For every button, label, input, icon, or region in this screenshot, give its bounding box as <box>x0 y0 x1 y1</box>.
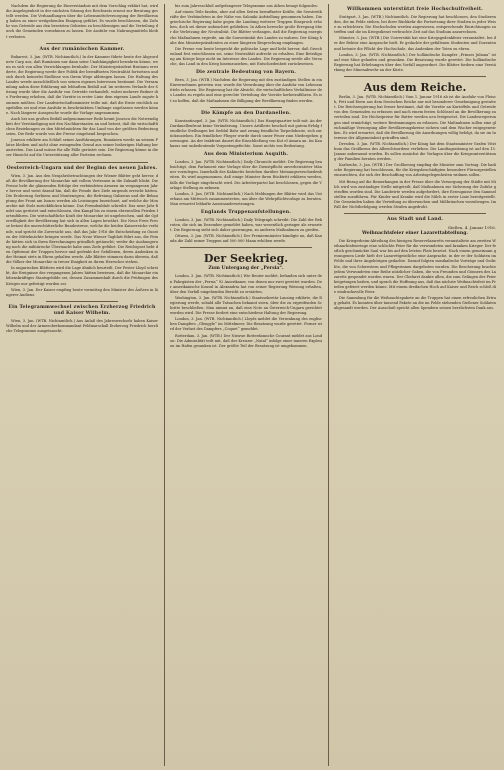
article-paragraph: In ungarischen Blättern wird die Lage ähnlich beurteilt. Der Pester Lloyd schreibt, die Ereignisse des vergangenen Jahres hätten bewiesen, daß die Monarchie ein lebenskräftiges Staatsgebilde sei, dessen Zusammenhalt durch die Prüfungen des Krieges nur gefestigt worden sei. <box>6 266 158 286</box>
headline: Aus Stadt und Land. <box>386 217 444 223</box>
article-paragraph: London, 3. Jan. (WTB. Nichtamtlich.) Wie Reuter meldet, befanden sich unter den Fahrgästen der „Persia“ 92 Amerikaner, von denen nur zwei gerettet wurden. Der amerikanische Konsul in Alexandria hat von seiner Regierung Weisung erhalten, über den Vorfall eingehenden Bericht zu erstatten. <box>170 274 322 294</box>
headline: Englands Truppenaufstellungen. <box>200 210 292 215</box>
article-paragraph: Bukarest, 3. Jan. (WTB. Nichtamtlich.) In der Kammer führte heute der Abgeordnete Carp aus, daß Rumänien nur dann seine Unabhängigkeit bewahren könne, wenn es sich von allen Verwicklungen fernhalte. Der Ministerpräsident Bratianu erwiderte, die Regierung werde ihre Politik der bewaffneten Neutralität fortsetzen und sich durch keinerlei Einflüsse von ihrem Wege abbringen lassen. Die Haltung des Landes werde ausschließlich von seinen eigenen Interessen bestimmt. Die Versammlung nahm diese Erklärung mit lebhaftem Beifall auf. Im weiteren Verlaufe der Sitzung wurde über die Ausfuhr von Getreide verhandelt, wobei mehrere Redner die Forderung erhoben, daß die Vorräte in erster Linie dem eigenen Lande zugute kommen müßten. Der Landwirtschaftsminister teilte mit, daß die Ernte reichlich ausgefallen sei und eine Ausfuhr in beschränktem Umfange zugelassen werden könne. Nach längerer Aussprache wurde die Vorlage angenommen. <box>6 54 158 115</box>
article-paragraph: Wien, 3. Jan. Der Kaiser empfing heute vormittag den Minister des Äußern in längerer Audienz. <box>6 287 158 297</box>
subheadline: Weihnachtsfeier einer Lazarettabteilung. <box>361 231 469 237</box>
article-paragraph: Auch bei uns großen Beifall aufgenommener Rede kennt Jonescu die Notwendigkeit der Verständigung mit den Nachbarstaaten an und betont, daß die wirtschaftlichen Beziehungen zu den Mittelmächten für das Land von der größten Bedeutung seien. Die Rede wurde von der Presse eingehend besprochen. <box>6 116 158 137</box>
article-paragraph: Wien, 3. Jan. Aus den Neujahrsbetrachtungen der Wiener Blätter geht hervor, daß die Bevölkerung der Monarchie mit vollem Vertrauen in die Zukunft blickt. Die Presse hebt die glänzenden Erfolge der verbündeten Armeen im vergangenen Jahre hervor und weist darauf hin, daß die Feinde ihre Ziele nirgends erreicht hätten. Die Eroberung Serbiens und Montenegros, die Befreiung Galiziens und die Behauptung der Front am Isonzo werden als Leistungen bezeichnet, auf welche die Monarchie mit Stolz zurückblicken könne. Das Fremdenblatt schreibt: Das neue Jahr findet uns gerüstet und entschlossen, den Kampf bis zu einem ehrenvollen Frieden fortzuführen. Die wirtschaftliche Kraft der Monarchie ist ungebrochen, und die Opferwilligkeit der Bevölkerung hat sich in allen Lagen bewährt. Die Neue Freie Presse betont die unerschütterliche Bundestreue, welche die beiden Kaiserreiche verbinde, und spricht die Zuversicht aus, daß das Jahr 1916 die Entscheidung zu Gunsten der Mittelmächte bringen werde. Das Neue Wiener Tagblatt führt aus, die Feinde hätten sich in ihren Berechnungen gründlich getäuscht; weder die Aushungerung noch die militärische Übermacht habe zum Ziele geführt. Die Reichspost hebt den Opfermut der Truppen hervor und gedenkt der Gefallenen, deren Andenken in der Heimat stets in Ehren gehalten werde. Alle Blätter stimmen darin überein, daß die Völker der Monarchie in treuer Einigkeit zu ihrem Herrscher stehen. <box>6 173 158 265</box>
article-paragraph: Jonescu erklärte am Schluß seiner Ausführungen, Rumänien werde an seinem Platze bleiben und nicht ohne zwingenden Grund aus seiner bisherigen Haltung heraustreten. Das Land müsse für alle Fälle gerüstet sein. Die Regierung könne in dieser Hinsicht auf die Unterstützung aller Parteien rechnen. <box>6 138 158 158</box>
headline: Willkommen unterstützt freie Hochschulfreiheit. <box>347 7 483 12</box>
article-paragraph: bis zum Jahresschluß aufgefangener Telegramme aus Athen besagt folgendes: <box>175 4 318 8</box>
article-paragraph: London, 3. Jan. (WTB. Nichtamtlich.) Daily Chronicle meldet: Die Regierung beabsichtigt, dem Parlament eine Vorlage über die Dienstpflicht unverheirateter Männer vorzulegen. Innerhalb des Kabinetts bestehen darüber Meinungsverschiedenheiten. Es wird angenommen, daß einige Minister ihren Rücktritt erklären werden, falls die Vorlage eingebracht wird. Die Arbeiterpartei hat beschlossen, gegen die Vorlage Stellung zu nehmen. <box>170 160 322 190</box>
article-paragraph: Washington, 3. Jan. (WTB. Nichtamtlich.) Staatssekretär Lansing erklärte, die Regierung werde, sobald alle Tatsachen bekannt seien, über die zu ergreifenden Schritte beschließen. Man nimmt an, daß eine Note an Österreich-Ungarn gerichtet werden wird. Die Presse fordert eine entschiedene Haltung der Regierung. <box>170 295 322 316</box>
separator <box>46 301 118 302</box>
separator <box>180 247 312 248</box>
separator <box>16 162 148 163</box>
dateline: Gießen, 4. Januar 1916. <box>447 225 496 231</box>
separator <box>210 107 282 108</box>
article-paragraph: Berlin, 3. Jan. (WTB. Nichtamtlich.) Vom 1. Januar 1916 ab ist die Ausfuhr von Fleisch, Fett und Eiern aus dem Deutschen Reiche nur mit besonderer Genehmigung gestattet. Die Reichsregierung hat ferner bestimmt, daß die Vorräte an Kartoffeln und Getreide von den Gemeinden zu erfassen und nach einem festen Schlüssel an die Bevölkerung zu verteilen sind. Die Höchstpreise für Butter werden neu festgesetzt. Die Landesregierungen sind ermächtigt, weitere Bestimmungen zu erlassen. Die Maßnahmen sollen eine gleichmäßige Versorgung aller Bevölkerungskreise sichern und dem Wucher entgegenwirken. Es wird erwartet, daß die Bevölkerung die Anordnungen willig befolgt, da sie im Interesse der Allgemeinheit getroffen sind. <box>334 95 496 140</box>
article-paragraph: Ottawa, 3. Jan. (WTB. Nichtamtlich.) Der Premierminister kündigte an, daß Kanada die Zahl seiner Truppen auf 500 000 Mann erhöhen werde. <box>170 234 322 244</box>
article-paragraph: Karlsruhe, 3. Jan. (WTB.) Der Großherzog empfing die Minister zum Vortrag. Die badische Regierung hat beschlossen, für die Kriegsbeschädigten besondere Fürsorgestellen einzurichten, die sich der Beschaffung von Arbeitsgelegenheiten widmen sollen. <box>334 163 496 178</box>
headline: Aus dem Ministerium Asquith. <box>203 152 289 158</box>
section-title: Aus dem Reiche. <box>363 81 467 95</box>
article-paragraph: Die Sammlung für die Weihnachtspakete an die Truppen hat einen erfreulichen Ertrag gehabt. Es konnten über tausend Pakete an die im Felde stehenden Gießener Soldaten abgesandt werden. Der Ausschuß spricht allen Spendern seinen herzlichsten Dank aus. <box>334 296 496 311</box>
article-paragraph: Auf einem Teile fanden, aber auf allen Seiten bewaffneter Kräfte, die Seestreitkräfte der Verbündeten in der Nähe von Saloniki Aufstellung genommen haben. Die griechische Regierung habe gegen die Landung weiterer Truppen Einspruch erhoben, doch sei dieser unbeachtet geblieben. In Athen herrsche große Erregung über die Verletzung der Neutralität. Die Blätter verlangen, daß die Regierung energische Maßnahmen ergreife, um die Souveränität des Landes zu wahren. Der König habe den Ministerpräsidenten zu einer längeren Besprechung empfangen. <box>170 10 322 45</box>
article-paragraph: Rotterdam, 3. Jan. (WTB.) Der Nieuwe Rotterdamsche Courant meldet aus London: Die Admiralität teilt mit, daß der Kreuzer „Natal“ infolge einer inneren Explosion im Hafen gesunken ist. Der größte Teil der Besatzung ist umgekommen. <box>170 333 322 348</box>
article-paragraph: Konstantinopel, 3. Jan. (WTB. Nichtamtlich.) Das Hauptquartier teilt mit: An der Dardanellenfront keine Veränderung. Unsere Artillerie beschoß mit gutem Erfolg feindliche Stellungen bei Seddul Bahr und zwang feindliche Torpedoboote, sich zurückzuziehen. Ein feindlicher Flieger wurde durch unser Feuer zum Niedergehen gezwungen. An der Irakfront dauert die Einschließung von Kut el Amara an. Im Kaukasus nur unbedeutende Vorpostengefechte. Sonst nichts von Bedeutung. <box>170 118 322 149</box>
column-middle <box>170 4 322 766</box>
article-paragraph: Dresden, 3. Jan. (WTB. Nichtamtlich.) Der König hat dem Staatsminister Grafen Vitzthum das Großkreuz des Albrechtsordens verliehen. Die Landtagssitzung ist auf den 15. Januar anberaumt worden. Es sollen zunächst die Vorlagen über die Kriegsunterstützung der Familien beraten werden. <box>334 141 496 162</box>
article-paragraph: Münster, 3. Jan. (WTB.) Die Universität hat eine Kriegsgedenkfeier veranstaltet, bei der der Rektor eine Ansprache hielt. Er gedachte der gefallenen Studenten und Dozenten und betonte die Pflicht der Hochschule, das Andenken der Toten zu ehren. <box>334 36 496 51</box>
column-right <box>334 4 496 766</box>
separator <box>46 43 118 44</box>
article-paragraph: Mit Bezug auf die Bemerkungen in der Presse über die Versorgung der Städte mit Milch wird von zuständiger Stelle mitgeteilt, daß Maßnahmen zur Sicherung der Zufuhr getroffen worden sind. Die Landwirte werden aufgefordert, ihre Erzeugnisse den Sammelstellen zuzuführen. Für Kinder und Kranke wird die Milch in erster Linie bereitgestellt. Die Gemeinden haben die Verteilung zu überwachen und Mißbräuchen vorzubeugen. Im Fall der Nichtbefolgung werden Strafen angedroht. <box>334 179 496 209</box>
headline: Die zentrale Bedeutung von Bayern. <box>195 70 297 76</box>
article-paragraph: London, 3. Jan. (WTB. Nichtamtlich.) Der holländische Dampfer „Prinses Juliana“ ist auf eine Mine gelaufen und gesunken. Die Besatzung wurde gerettet. Die holländische Regierung hat Erhebungen über den Vorfall angeordnet. Die Blätter fordern eine Verstärkung der Minenabwehr an der Küste. <box>334 52 496 72</box>
article-paragraph: Wien, 3. Jan. (WTB. Nichtamtlich.) Aus Anlaß des Jahreswechsels haben Kaiser Wilhelm und der Armeeoberkommandant Feldmarschall Erzherzog Friedrich herzliche Telegramme ausgetauscht. <box>6 318 158 333</box>
headline: Aus der rumänischen Kammer. <box>39 46 125 52</box>
separator <box>344 76 486 77</box>
section-title: Der Seekrieg. <box>203 252 289 266</box>
headline: Ein Telegrammwechsel zwischen Erzherzog Friedrich und Kaiser Wilhelm. <box>8 304 156 316</box>
column-left <box>6 4 158 766</box>
article-paragraph: Nachdem die Regierung ihr Einverständnis mit dem Vorschlag erklärt hat, wird die Angelegenheit in der nächsten Sitzung des Reichsrats erneut zur Beratung gestellt werden. Die Verhandlungen über die Lebensmittelversorgung der Bevölkerung haben zu einer weitgehenden Einigung geführt. Es wurde beschlossen, die Zufuhr von Getreide aus den besetzten Gebieten zu beschleunigen und die Verteilung durch die Gemeinden vornehmen zu lassen. Die Ausfuhr von Nahrungsmitteln bleibt verboten. <box>6 4 158 39</box>
article-paragraph: Die Kriegerheim-Abteilung des hiesigen Reservelazaretts veranstaltete am zweiten Weihnachtsfeiertage eine schlichte Feier für die verwundeten und kranken Krieger. Der festlich geschmückte Saal war bis auf den letzten Platz besetzt. Nach einem gemeinsam gesungenen Liede hielt der Lazarettgeistliche eine Ansprache, in der er der Soldaten im Felde und ihrer Angehörigen gedachte. Darauf folgten musikalische Vorträge und Gedichte, die von Schwestern und Pflegerinnen dargeboten wurden. Die Bescherung brachte jedem Verwundeten eine Reihe nützlicher Gaben, die von Freunden und Gönnern des Lazaretts gespendet worden waren. Der Chefarzt dankte allen, die zum Gelingen der Feier beigetragen hatten, und sprach die Hoffnung aus, daß das nächste Weihnachtsfest im Frieden gefeiert werden könne. Mit einem dreifachen Hoch auf Kaiser und Reich schloß die eindrucksvolle Feier. <box>334 239 496 295</box>
column-rule <box>328 4 329 766</box>
article-paragraph: Die Presse von heute bespricht die politische Lage und hebt hervor, daß Griechenland fest entschlossen sei, seine Neutralität aufrecht zu erhalten. Eine Beteiligung am Kriege liege nicht im Interesse des Landes. Die Regierung werde alle Versuche, das Land in den Krieg hineinzuziehen, mit Entschiedenheit zurückweisen. <box>170 46 322 67</box>
separator <box>344 213 486 214</box>
column-rule <box>164 4 165 766</box>
subheadline: Zum Untergang der „Persia“. <box>208 266 284 272</box>
headline: Oesterreich-Ungarn und der Beginn des neuen Jahres. <box>6 165 158 171</box>
article-paragraph: Bern, 3. Jan. (WTB.) Nachdem die Regierung mit den zuständigen Stellen in ein Einvernehmen getreten war, wurde die Verordnung über die Ausfuhr von Lebensmitteln erlassen. Die Regierung hat die Absicht, die wirtschaftlichen Verhältnisse des Landes zu regeln und eine gerechte Verteilung der Vorräte herbeizuführen. Es ist zu hoffen, daß die Maßnahmen die Billigung der Bevölkerung finden werden. <box>170 78 322 103</box>
article-paragraph: London, 3. Jan. (WTB. Nichtamtlich.) Lloyds meldet die Versenkung des englischen Dampfers „Glengyle“ im Mittelmeer. Die Besatzung wurde gerettet. Ferner wird der Verlust des Dampfers „Coquet“ gemeldet. <box>170 317 322 332</box>
article-paragraph: Stuttgart, 3. Jan. (WTB.) Nichtamtlich. Die Regierung hat beschlossen, den Studierenden, die im Felde stehen, bei ihrer Rückkehr die Fortsetzung ihrer Studien in jeder Weise zu erleichtern. Die Hochschulen werden angewiesen, entsprechende Einrichtungen zu treffen und die im Kriegsdienst verbrachte Zeit auf das Studium anzurechnen. <box>334 15 496 35</box>
article-paragraph: London, 3. Jan. (WTB. Nichtamtlich.) Nach Meldungen der Blätter wird das Unterhaus am Mittwoch zusammentreten, um über die Wehrpflichtvorlage zu beraten. Man erwartet lebhafte Auseinandersetzungen. <box>170 191 322 206</box>
headline: Die Kämpfe an den Dardanellen. <box>201 110 291 116</box>
article-paragraph: London, 3. Jan. (WTB. Nichtamtlich.) Daily Telegraph schreibt: Die Zahl der Rekruten, die sich im Dezember gemeldet haben, war wesentlich geringer als erwartet. Die Regierung sieht sich daher gezwungen, zu anderen Maßnahmen zu greifen. <box>170 218 322 233</box>
